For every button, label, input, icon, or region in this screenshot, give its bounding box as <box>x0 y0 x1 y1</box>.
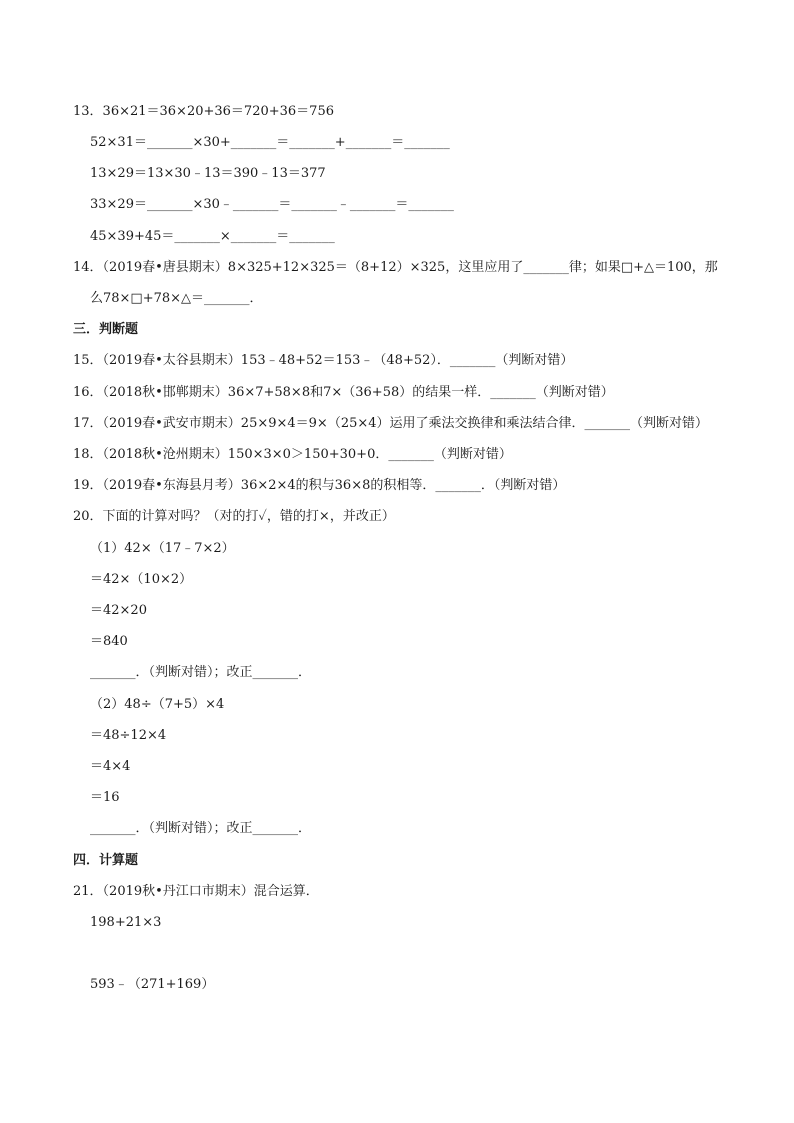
problem-20-prompt: 20．下面的计算对吗？（对的打✓，错的打×，并改正） <box>73 509 395 524</box>
problem-21-expression-2: 593﹣（271+169） <box>90 977 215 992</box>
problem-20-part-1-expression: （1）42×（17﹣7×2） <box>90 541 235 556</box>
problem-20-part-2-answer-blank: _______．（判断对错）；改正_______． <box>90 821 312 836</box>
problem-13-blank-line-3: 45×39+45＝_______×_______＝_______ <box>90 229 335 244</box>
problem-15: 15．（2019春•太谷县期末）153﹣48+52＝153﹣（48+52）．_______（判断对错） <box>73 353 574 368</box>
problem-14-line-2: 么78×□+78×△＝_______． <box>90 291 263 306</box>
problem-20-part-1-step-3: ＝840 <box>90 634 128 649</box>
problem-18: 18．（2018秋•沧州期末）150×3×0＞150+30+0．_______（判断对错） <box>73 447 512 462</box>
problem-20-part-1-step-2: ＝42×20 <box>90 603 147 618</box>
section-heading-calculation: 四．计算题 <box>73 853 139 868</box>
problem-20-part-2-expression: （2）48÷（7+5）×4 <box>90 697 225 712</box>
problem-16: 16．（2018秋•邯郸期末）36×7+58×8和7×（36+58）的结果一样．_______（判断对错） <box>73 385 614 400</box>
problem-20-part-2-step-1: ＝48÷12×4 <box>90 728 167 743</box>
section-heading-judgement: 三．判断题 <box>73 322 139 337</box>
problem-13-example-2: 13×29＝13×30﹣13＝390﹣13＝377 <box>90 166 326 181</box>
problem-13-blank-line-1: 52×31＝_______×30+_______＝_______+_______＝_______ <box>90 135 450 150</box>
problem-17: 17．（2019春•武安市期末）25×9×4＝9×（25×4）运用了乘法交换律和乘法结合律．_______（判断对错） <box>73 416 709 431</box>
problem-14-line-1: 14．（2019春•唐县期末）8×325+12×325＝（8+12）×325，这里应用了_______律；如果□+△＝100，那 <box>73 260 718 275</box>
problem-20-part-2-step-2: ＝4×4 <box>90 759 131 774</box>
problem-20-part-1-step-1: ＝42×（10×2） <box>90 572 193 587</box>
problem-19: 19．（2019春•东海县月考）36×2×4的积与36×8的积相等．_______．（判断对错） <box>73 478 566 493</box>
problem-20-part-2-step-3: ＝16 <box>90 790 120 805</box>
problem-13-blank-line-2: 33×29＝_______×30﹣_______＝_______﹣_______＝_______ <box>90 197 454 212</box>
problem-20-part-1-answer-blank: _______．（判断对错）；改正_______． <box>90 665 312 680</box>
problem-21-expression-1: 198+21×3 <box>90 915 162 930</box>
problem-21-prompt: 21．（2019秋•丹江口市期末）混合运算． <box>73 884 319 899</box>
problem-13-example: 13．36×21＝36×20+36＝720+36＝756 <box>73 104 334 119</box>
